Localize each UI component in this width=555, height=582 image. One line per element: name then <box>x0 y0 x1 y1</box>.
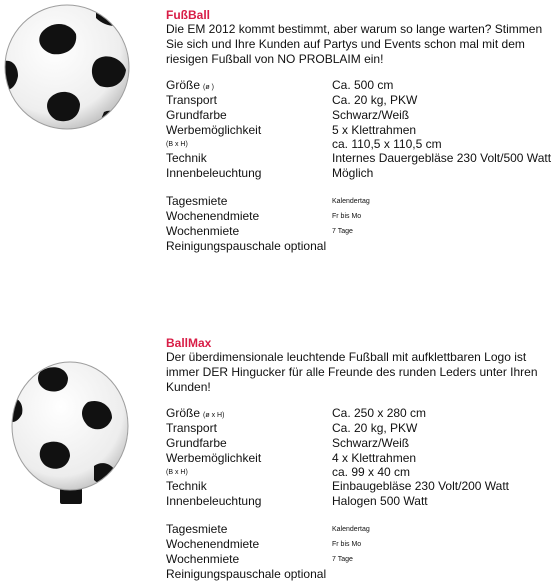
product-title: BallMax <box>166 336 212 350</box>
spec-label: Transport <box>166 421 217 435</box>
spec-row-werbemoeglichkeit <box>166 123 552 138</box>
price-value: Fr bis Mo <box>332 213 362 220</box>
spec-label: Werbemöglichkeit <box>166 123 262 137</box>
spec-label: Innenbeleuchtung <box>166 494 262 508</box>
spec-label: Größe (ø ) <box>166 78 214 92</box>
spec-value: Internes Dauergebläse 230 Volt/500 Watt <box>332 151 552 165</box>
price-value: 7 Tage <box>332 228 353 235</box>
price-label: Reinigungspauschale optional <box>166 239 327 253</box>
spec-value: Schwarz/Weiß <box>332 108 410 122</box>
spec-row-innenbeleuchtung <box>166 166 552 181</box>
price-label: Wochenendmiete <box>166 537 260 551</box>
spec-value: Einbaugebläse 230 Volt/200 Watt <box>332 479 510 493</box>
soccer-ball-on-base-icon <box>10 358 130 508</box>
soccer-ball-image <box>4 4 130 130</box>
spec-label: Technik <box>166 151 207 165</box>
price-row-wochenendmiete <box>166 209 552 224</box>
product-description: Die EM 2012 kommt bestimmt, aber warum so lange warten? Stimmen Sie sich und Ihre Kunden auf Partys und Events schon mal mit dem riesigen Fußball von NO PROBLAIM ein! <box>166 22 543 66</box>
price-label: Tagesmiete <box>166 194 228 208</box>
price-row-wochenmiete <box>166 224 552 239</box>
spec-value: ca. 99 x 40 cm <box>332 465 411 479</box>
price-value: 7 Tage <box>332 556 353 563</box>
price-row-wochenendmiete <box>166 537 552 552</box>
spec-value: Möglich <box>332 166 374 180</box>
spec-row-transport <box>166 421 552 436</box>
spec-row-technik <box>166 479 552 494</box>
spec-row-groesse <box>166 406 552 421</box>
spec-label: Grundfarbe <box>166 108 227 122</box>
spec-label: Transport <box>166 93 217 107</box>
product-ballmax <box>0 328 555 581</box>
spec-row-grundfarbe <box>166 436 552 451</box>
spec-value: Ca. 500 cm <box>332 78 394 92</box>
price-value: Fr bis Mo <box>332 541 362 548</box>
spec-label: Technik <box>166 479 207 493</box>
spec-row-innenbeleuchtung <box>166 494 552 509</box>
price-label: Reinigungspauschale optional <box>166 567 327 581</box>
spec-row-grundfarbe <box>166 108 552 123</box>
spacer <box>166 181 552 194</box>
spec-value: Schwarz/Weiß <box>332 436 410 450</box>
spec-label: (B x H) <box>166 469 188 476</box>
spec-label: Grundfarbe <box>166 436 227 450</box>
spec-label: Werbemöglichkeit <box>166 451 262 465</box>
price-row-tagesmiete <box>166 522 552 537</box>
price-row-reinigung <box>166 567 552 582</box>
spec-value: Ca. 20 kg, PKW <box>332 93 418 107</box>
spec-row-werbemoeglichkeit <box>166 451 552 466</box>
price-label: Tagesmiete <box>166 522 228 536</box>
product-content <box>166 8 552 254</box>
spec-value: 5 x Klettrahmen <box>332 123 417 137</box>
product-title: FußBall <box>166 8 210 22</box>
price-value: Kalendertag <box>332 526 370 533</box>
price-row-wochenmiete <box>166 552 552 567</box>
product-description: Der überdimensionale leuchtende Fußball mit aufklettbaren Logo ist immer DER Hingucker für alle Freunde des runden Leders unter Ihren Kunden! <box>166 350 538 394</box>
price-label: Wochenendmiete <box>166 209 260 223</box>
spec-value: Ca. 250 x 280 cm <box>332 406 427 420</box>
spec-row-transport <box>166 93 552 108</box>
price-row-tagesmiete <box>166 194 552 209</box>
price-value: Kalendertag <box>332 198 370 205</box>
spec-row-groesse <box>166 78 552 93</box>
spec-label: Innenbeleuchtung <box>166 166 262 180</box>
ballmax-image <box>10 358 130 508</box>
price-label: Wochenmiete <box>166 224 240 238</box>
price-label: Wochenmiete <box>166 552 240 566</box>
product-content <box>166 336 552 582</box>
spec-label: Größe (ø x H) <box>166 406 225 420</box>
spec-label: (B x H) <box>166 141 188 148</box>
spacer <box>166 509 552 522</box>
spec-value: Halogen 500 Watt <box>332 494 428 508</box>
spec-value: ca. 110,5 x 110,5 cm <box>332 137 442 151</box>
price-row-reinigung <box>166 239 552 254</box>
spec-value: Ca. 20 kg, PKW <box>332 421 418 435</box>
spec-value: 4 x Klettrahmen <box>332 451 417 465</box>
spec-row-bxh <box>166 138 552 151</box>
soccer-ball-icon <box>4 4 130 130</box>
spec-row-bxh <box>166 466 552 479</box>
spec-row-technik <box>166 151 552 166</box>
